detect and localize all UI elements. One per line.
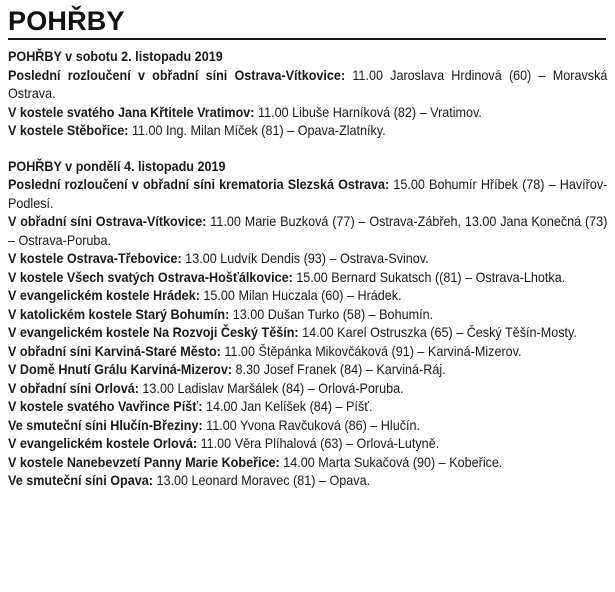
funeral-entry — [8, 379, 607, 398]
entry-details: 11.00 Libuše Harníková (82) – Vratimov. — [254, 103, 482, 120]
entry-place: V kostele Stěbořice: — [8, 122, 129, 138]
funeral-entry — [8, 305, 607, 324]
entry-place: V kostele Nanebevzetí Panny Marie Kobeřice: — [8, 453, 280, 470]
entry-place: V evangelickém kostele Na Rozvoji Český Těšín: — [8, 324, 299, 340]
funeral-entry — [8, 434, 607, 453]
funeral-entry — [8, 121, 607, 140]
entry-details: 11.00 Štěpánka Mikovčáková (91) – Karviná-Mizerov. — [220, 342, 522, 359]
entry-details: 14.00 Jan Kelíšek (84) – Píšť. — [202, 398, 373, 414]
entry-place: V Domě Hnutí Grálu Karviná-Mizerov: — [8, 361, 233, 377]
funeral-entry — [8, 397, 607, 416]
funeral-entry — [8, 175, 607, 212]
obituary-page — [8, 6, 608, 507]
funeral-entry — [8, 103, 607, 122]
entry-place: Ve smuteční síni Hlučín-Březiny: — [8, 416, 203, 433]
entry-details: 11.00 Marie Buzková (77) – Ostrava-Zábřeh, 13.00 Jana Konečná (73) – Ostrava-Poruba. — [8, 213, 608, 248]
entry-details: 15.00 Bohumír Hříbek (78) – Havířov-Podlesí. — [8, 176, 608, 211]
entry-details: 15.00 Milan Huczala (60) – Hrádek. — [199, 287, 402, 303]
entry-place: V kostele svatého Jana Křtitele Vratimov: — [8, 103, 255, 120]
funeral-section-saturday — [8, 47, 608, 140]
funeral-entry — [8, 453, 607, 472]
entry-place: V obřadní síni Ostrava-Vítkovice: — [8, 213, 207, 229]
entry-details: 11.00 Věra Plíhalová (63) – Orlová-Lutyně. — [197, 435, 440, 451]
funeral-entry — [8, 286, 607, 305]
entry-details: 15.00 Bernard Sukatsch ((81) – Ostrava-Lhotka. — [292, 268, 566, 285]
entry-details: 11.00 Ing. Milan Míček (81) – Opava-Zlatníky. — [128, 122, 386, 138]
entry-details: 11.00 Yvona Ravčuková (86) – Hlučín. — [202, 416, 421, 433]
funeral-entry — [8, 268, 607, 287]
section-heading: POHŘBY v pondělí 4. listopadu 2019 — [8, 157, 226, 174]
funeral-entry — [8, 323, 607, 342]
entry-place: V kostele Ostrava-Třebovice: — [8, 250, 182, 266]
funeral-entry — [8, 360, 607, 379]
entry-place: V evangelickém kostele Hrádek: — [8, 287, 200, 303]
entry-place: V obřadní síni Karviná-Staré Město: — [8, 342, 221, 359]
funeral-entry — [8, 342, 607, 361]
entry-place: V kostele svatého Vavřince Píšť: — [8, 398, 203, 414]
entry-details: 14.00 Marta Sukačová (90) – Kobeřice. — [279, 453, 503, 470]
entry-details: 13.00 Ludvík Dendis (93) – Ostrava-Svinov. — [181, 250, 429, 266]
entry-details: 13.00 Ladislav Maršálek (84) – Orlová-Poruba. — [138, 379, 404, 396]
entry-place: Poslední rozloučení v obřadní síni krematoria Slezská Ostrava: — [8, 176, 390, 192]
entry-place: Ve smuteční síni Opava: — [8, 472, 153, 488]
funeral-entry — [8, 249, 607, 268]
entry-details: 8.30 Josef Franek (84) – Karviná-Ráj. — [232, 361, 446, 377]
funeral-entry — [8, 212, 607, 249]
entry-place: V obřadní síni Orlová: — [8, 379, 139, 396]
entry-place: V kostele Všech svatých Ostrava-Hošťálkovice: — [8, 268, 293, 285]
entry-details: 13.00 Dušan Turko (58) – Bohumín. — [229, 305, 434, 322]
funeral-entry — [8, 416, 607, 435]
entry-place: Poslední rozloučení v obřadní síni Ostrava-Vítkovice: — [8, 66, 346, 83]
entry-details: 14.00 Karel Ostruszka (65) – Český Těšín-Mosty. — [298, 324, 577, 340]
entry-details: 11.00 Jaroslava Hrdinová (60) – Moravská Ostrava. — [8, 66, 608, 101]
section-heading: POHŘBY v sobotu 2. listopadu 2019 — [8, 48, 223, 64]
masthead-title: POHŘBY — [8, 6, 125, 36]
entry-details: 13.00 Leonard Moravec (81) – Opava. — [152, 472, 371, 488]
masthead-rule — [8, 38, 606, 40]
funeral-section-monday — [8, 157, 608, 490]
funeral-entry — [8, 471, 607, 490]
entry-place: V katolickém kostele Starý Bohumín: — [8, 305, 230, 322]
entry-place: V evangelickém kostele Orlová: — [8, 435, 198, 451]
funeral-entry — [8, 66, 607, 103]
